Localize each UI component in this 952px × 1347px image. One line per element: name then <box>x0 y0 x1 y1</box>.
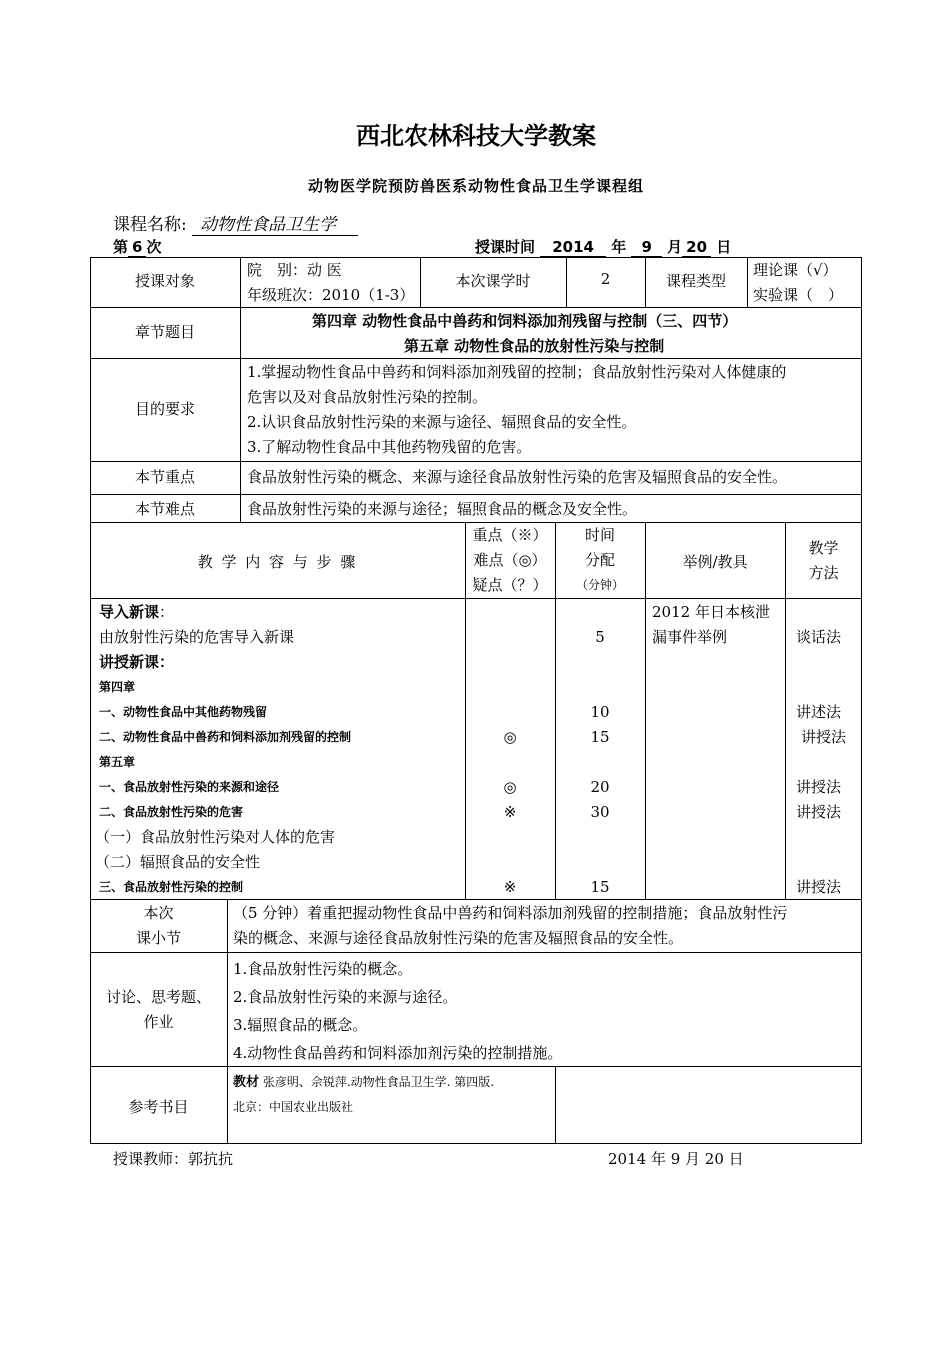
time-ch4-topic2: 15 <box>590 728 610 746</box>
summary-label <box>90 901 227 951</box>
teaching-day: 20 <box>682 238 711 257</box>
references-line2: 北京：中国农业出版社 <box>233 1100 354 1114</box>
discussion-list <box>233 955 861 1067</box>
discussion-label-line1: 讨论、思考题、 <box>105 988 211 1006</box>
ch5-topic1: 一、食品放射性污染的来源和途径 <box>99 780 280 794</box>
audience-label: 授课对象 <box>134 272 195 290</box>
method-ch4-topic1: 讲述法 <box>795 703 841 721</box>
teaching-time <box>475 236 731 257</box>
method-intro: 谈话法 <box>795 628 841 646</box>
ch5-topic2-sub2: （二）辐照食品的安全性 <box>95 853 261 871</box>
discussion-item: 2.食品放射性污染的来源与途径。 <box>233 988 458 1006</box>
session-number: 6 <box>128 238 146 257</box>
difficulties-text: 食品放射性污染的来源与途径；辐照食品的概念及安全性。 <box>247 500 638 518</box>
steps-content-header: 教 学 内 容 与 步 骤 <box>197 553 358 571</box>
discussion-label-line2: 作业 <box>143 1013 174 1031</box>
course-type-lab: 实验课（ ） <box>753 286 844 304</box>
summary-label-line2: 课小节 <box>135 929 181 947</box>
course-type-value <box>753 258 861 308</box>
method-ch4-topic2: 讲授法 <box>800 728 846 746</box>
course-name-label: 课程名称: <box>113 215 187 235</box>
example-intro <box>652 600 784 650</box>
session-line <box>113 236 873 257</box>
marks-header <box>465 523 555 598</box>
objectives-label: 目的要求 <box>134 400 195 418</box>
references-line1 <box>233 1070 553 1095</box>
chapter4-heading: 第四章 <box>99 680 136 694</box>
time-ch4-topic1: 10 <box>590 703 610 721</box>
ch5-topic2-sub1: （一）食品放射性污染对人体的危害 <box>95 828 336 846</box>
objective-item: 危害以及对食品放射性污染的控制。 <box>247 388 488 406</box>
chapter-title-line2: 第五章 动物性食品的放射性污染与控制 <box>404 337 665 355</box>
references-text <box>233 1070 553 1119</box>
lecture-title: 讲授新课： <box>99 653 175 671</box>
mark-ch5-topic2: ※ <box>503 803 517 821</box>
chapter5-heading: 第五章 <box>99 755 136 769</box>
course-type-label: 课程类型 <box>665 272 726 290</box>
chapter-label: 章节题目 <box>134 323 195 341</box>
example-intro-line2: 漏事件举例 <box>652 628 728 646</box>
ch5-topic2: 二、食品放射性污染的危害 <box>99 805 244 819</box>
steps-content <box>95 600 465 900</box>
ch4-topic2: 二、动物性食品中兽药和饲料添加剂残留的控制 <box>99 730 352 744</box>
discussion-item: 3.辐照食品的概念。 <box>233 1016 368 1034</box>
time-header-line3: （分钟） <box>575 578 624 592</box>
references-label: 参考书目 <box>128 1098 189 1116</box>
summary-text <box>233 901 861 951</box>
chapter-title <box>240 309 862 359</box>
teaching-year: 2014 <box>540 238 606 257</box>
session-prefix: 第 <box>113 238 129 256</box>
department-line: 院 别：动 医 <box>247 261 342 279</box>
chapter-title-line1: 第四章 动物性食品中兽药和饲料添加剂残留与控制（三、四节） <box>312 312 738 330</box>
ch5-topic3: 三、食品放射性污染的控制 <box>99 880 244 894</box>
discussion-item: 1.食品放射性污染的概念。 <box>233 960 413 978</box>
difficulties-label: 本节难点 <box>134 500 195 518</box>
method-header <box>785 536 862 586</box>
textbook-citation: 张彦明、佘锐萍.动物性食品卫生学. 第四版. <box>259 1075 495 1089</box>
time-header-line1: 时间 <box>584 526 615 544</box>
time-intro: 5 <box>595 628 605 646</box>
method-ch5-topic1: 讲授法 <box>795 778 841 796</box>
example-intro-line1: 2012 年日本核泄 <box>652 603 770 621</box>
summary-line2: 染的概念、来源与途径食品放射性污染的危害及辐照食品的安全性。 <box>233 929 684 947</box>
teacher-signature: 授课教师：郭抗抗 <box>113 1150 234 1168</box>
example-header: 举例/教具 <box>682 553 748 571</box>
audience-value <box>247 258 419 308</box>
intro-title-row <box>99 600 465 625</box>
hours-label: 本次课学时 <box>455 272 531 290</box>
method-ch5-topic3: 讲授法 <box>795 878 841 896</box>
document-subtitle: 动物医学院预防兽医系动物性食品卫生学课程组 <box>307 177 644 195</box>
time-header-line2: 分配 <box>584 551 615 569</box>
textbook-tag: 教材 <box>233 1075 260 1090</box>
course-type-theory: 理论课（√） <box>753 261 838 279</box>
teaching-time-label: 授课时间 <box>475 238 536 256</box>
mark-ch5-topic3: ※ <box>503 878 517 896</box>
time-ch5-topic1: 20 <box>590 778 610 796</box>
ch4-topic1: 一、动物性食品中其他药物残留 <box>99 705 268 719</box>
teaching-day-unit: 日 <box>716 238 732 256</box>
method-header-line1: 教学 <box>808 539 839 557</box>
objectives-list <box>247 360 861 460</box>
course-name-value: 动物性食品卫生学 <box>192 215 358 236</box>
keypoints-label: 本节重点 <box>134 468 195 486</box>
intro-title: 导入新课 <box>99 603 160 621</box>
mark-doubt-legend: 疑点（？） <box>472 576 548 594</box>
hours-value: 2 <box>600 270 611 288</box>
objective-item: 1.掌握动物性食品中兽药和饲料添加剂残留的控制；食品放射性污染对人体健康的 <box>247 363 787 381</box>
discussion-item: 4.动物性食品兽药和饲料添加剂污染的控制措施。 <box>233 1044 563 1062</box>
mark-keypoint-legend: 重点（※） <box>472 526 548 544</box>
teaching-month-unit: 月 <box>667 238 683 256</box>
document-title: 西北农林科技大学教案 <box>356 122 596 150</box>
mark-ch5-topic1: ◎ <box>503 778 517 796</box>
summary-line1: （5 分钟）着重把握动物性食品中兽药和饲料添加剂残留的控制措施；食品放射性污 <box>233 904 788 922</box>
summary-label-line1: 本次 <box>143 904 174 922</box>
objective-item: 3.了解动物性食品中其他药物残留的危害。 <box>247 438 532 456</box>
intro-colon: ： <box>159 603 175 621</box>
teaching-year-unit: 年 <box>611 238 627 256</box>
mark-ch4-topic2: ◎ <box>503 728 517 746</box>
time-header <box>555 523 645 598</box>
teaching-month: 9 <box>631 238 661 257</box>
discussion-label <box>90 985 227 1035</box>
mark-difficulty-legend: 难点（◎） <box>473 551 547 569</box>
class-line: 年级班次：2010（1-3） <box>247 286 415 304</box>
objective-item: 2.认识食品放射性污染的来源与途径、辐照食品的安全性。 <box>247 413 637 431</box>
course-name-line <box>113 210 358 235</box>
session-suffix: 次 <box>146 238 162 256</box>
time-ch5-topic3: 15 <box>590 878 610 896</box>
intro-text: 由放射性污染的危害导入新课 <box>99 628 295 646</box>
footer-date: 2014 年 9 月 20 日 <box>608 1150 744 1168</box>
method-header-line2: 方法 <box>808 564 839 582</box>
keypoints-text: 食品放射性污染的概念、来源与途径食品放射性污染的危害及辐照食品的安全性。 <box>247 468 788 486</box>
time-ch5-topic2: 30 <box>590 803 610 821</box>
method-ch5-topic2: 讲授法 <box>795 803 841 821</box>
